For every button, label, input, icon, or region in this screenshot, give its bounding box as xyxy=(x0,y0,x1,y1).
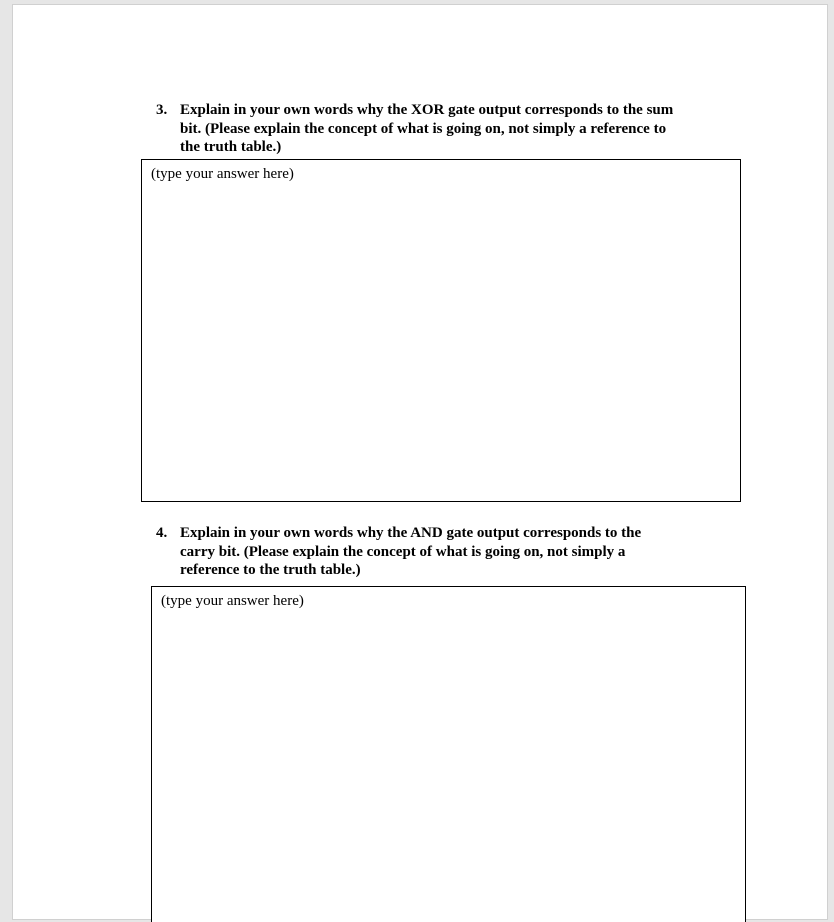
question-3-line-3: the truth table.) xyxy=(180,139,282,155)
question-3-line-1: Explain in your own words why the XOR gate output corresponds to the sum xyxy=(180,102,674,118)
question-4-line-3: reference to the truth table.) xyxy=(180,562,361,578)
question-3-text xyxy=(180,101,673,157)
answer-box-3[interactable] xyxy=(141,159,741,502)
question-3-line-2: bit. (Please explain the concept of what is going on, not simply a reference to xyxy=(180,120,667,137)
question-4-line-1: Explain in your own words why the AND gate output corresponds to the xyxy=(180,525,642,541)
document-page xyxy=(12,4,828,920)
question-4 xyxy=(156,524,736,582)
question-4-text xyxy=(180,524,641,580)
question-4-line-2: carry bit. (Please explain the concept of what is going on, not simply a xyxy=(180,543,626,560)
answer-placeholder-4[interactable]: (type your answer here) xyxy=(161,593,304,609)
question-3-number: 3. xyxy=(156,102,168,118)
question-4-number: 4. xyxy=(156,525,168,541)
question-3 xyxy=(156,101,736,159)
answer-box-4[interactable] xyxy=(151,586,746,922)
answer-placeholder-3[interactable]: (type your answer here) xyxy=(151,166,294,182)
